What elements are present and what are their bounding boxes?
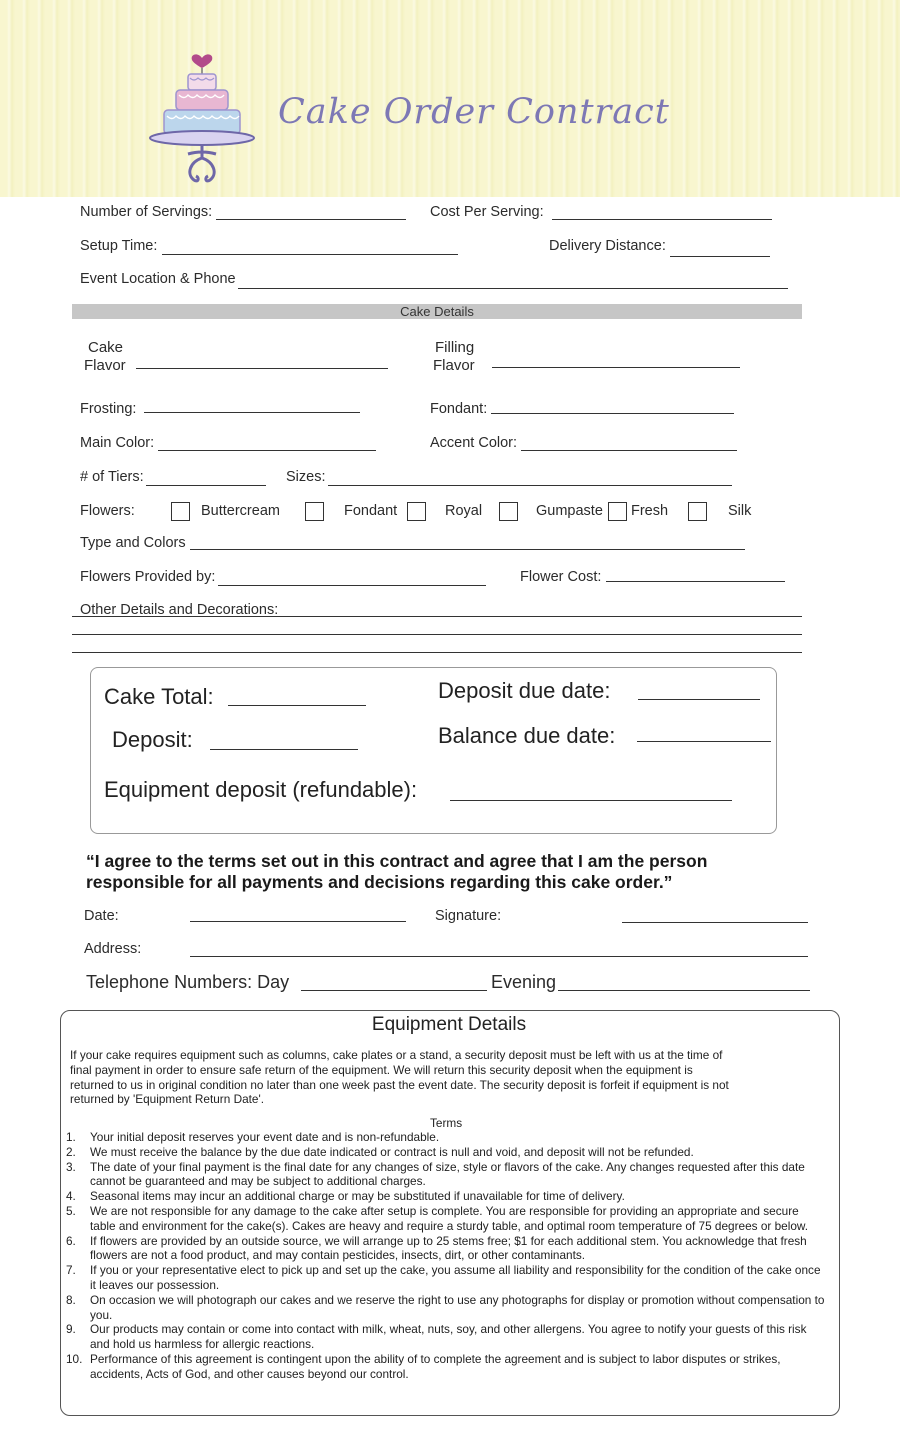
address-field[interactable] [190,956,808,957]
sizes-label: Sizes: [286,469,326,485]
main-color-label: Main Color: [80,435,155,451]
term-number: 7. [66,1263,76,1278]
filling-flavor-field[interactable] [492,367,740,368]
other-details-label: Other Details and Decorations: [80,602,279,618]
event-location-label: Event Location & Phone [80,271,236,287]
servings-label: Number of Servings: [80,204,213,220]
royal-label: Royal [445,503,483,519]
main-color-field[interactable] [158,450,376,451]
accent-color-field[interactable] [521,450,737,451]
fondant-checkbox[interactable] [305,502,324,521]
type-colors-label: Type and Colors [80,535,186,551]
flower-cost-field[interactable] [606,581,785,582]
term-item [66,1160,826,1190]
telephone-day-field[interactable] [301,990,487,991]
fondant-flower-label: Fondant [344,503,398,519]
royal-checkbox[interactable] [407,502,426,521]
telephone-day-label: Telephone Numbers: Day [86,972,290,992]
other-details-line-2[interactable] [72,634,802,635]
term-item [66,1352,826,1382]
deposit-label: Deposit: [112,727,193,752]
fresh-label: Fresh [631,503,669,519]
tiers-label: # of Tiers: [80,469,144,485]
silk-label: Silk [728,503,752,519]
flowers-provided-label: Flowers Provided by: [80,569,216,585]
term-number: 3. [66,1159,76,1174]
buttercream-label: Buttercream [201,503,280,519]
term-item [66,1204,826,1234]
term-item [66,1189,826,1204]
balance-due-field[interactable] [637,741,771,742]
term-item [66,1263,826,1293]
term-number: 9. [66,1322,76,1337]
delivery-distance-field[interactable] [670,256,770,257]
equipment-deposit-field[interactable] [450,800,732,801]
equipment-deposit-label: Equipment deposit (refundable): [104,777,418,802]
event-location-field[interactable] [238,288,788,289]
flowers-provided-field[interactable] [218,585,486,586]
terms-heading: Terms [430,1116,463,1130]
evening-label: Evening [491,972,557,992]
term-text: We are not responsible for any damage to the cake after setup is complete. You are responsible for providing an appropriate and secure table and environment for the cake(s). Cakes are heavy and require a sturdy table, and optimal room temperature of 75 degrees or below. [90,1203,809,1233]
term-number: 5. [66,1203,76,1218]
setup-time-label: Setup Time: [80,238,158,254]
term-number: 2. [66,1144,76,1159]
delivery-distance-label: Delivery Distance: [549,238,666,254]
cost-per-serving-label: Cost Per Serving: [430,204,544,220]
cake-details-heading: Cake Details [400,304,474,319]
term-text: The date of your final payment is the final date for any changes of size, style or flavors of the cake. Any changes requested after this date cannot be guaranteed and may be subject to additional charges. [90,1159,805,1189]
gumpaste-checkbox[interactable] [499,502,518,521]
term-text: We must receive the balance by the due date indicated or contract is null and void, and deposit will not be refunded. [90,1144,694,1159]
term-item [66,1293,826,1323]
signature-field[interactable] [622,922,808,923]
cost-per-serving-field[interactable] [552,219,772,220]
servings-field[interactable] [216,219,406,220]
deposit-due-field[interactable] [638,699,760,700]
tiers-field[interactable] [146,485,266,486]
fondant-label: Fondant: [430,401,488,417]
cake-total-label: Cake Total: [104,684,214,709]
agreement-quote [86,851,707,893]
page-title: Cake Order Contract [278,92,670,132]
term-item [66,1322,826,1352]
equipment-details-title: Equipment Details [371,1014,527,1035]
filling-flavor-label-2: Flavor [433,357,475,374]
agreement-quote-line-1: “I agree to the terms set out in this contract and agree that I am the person [86,851,708,871]
fondant-field[interactable] [491,413,734,414]
term-text: Our products may contain or come into contact with milk, wheat, nuts, soy, and other allergens. You agree to notify your guests of this risk and hold us harmless for allergic reactions. [90,1322,807,1352]
term-item [66,1234,826,1264]
term-text: Seasonal items may incur an additional charge or may be substituted if unavailable for time of delivery. [90,1189,625,1204]
silk-checkbox[interactable] [688,502,707,521]
term-number: 6. [66,1233,76,1248]
agreement-quote-line-2: responsible for all payments and decisions regarding this cake order.” [86,872,673,892]
evening-field[interactable] [558,990,810,991]
address-label: Address: [84,941,142,957]
cake-total-field[interactable] [228,705,366,706]
frosting-label: Frosting: [80,401,137,417]
balance-due-label: Balance due date: [438,723,616,748]
cake-flavor-label-2: Flavor [84,357,126,374]
term-number: 4. [66,1189,76,1204]
term-text: If flowers are provided by an outside source, we will arrange up to 25 stems free; $1 for each additional stem. You acknowledge that fresh flowers are not a food product, and may contain pesticides, insects, dirt, or other contaminants. [90,1233,807,1263]
buttercream-checkbox[interactable] [171,502,190,521]
filling-flavor-label-1: Filling [435,339,475,356]
fresh-checkbox[interactable] [608,502,627,521]
term-text: On occasion we will photograph our cakes and we reserve the right to use any photographs for display or promotion without compensation to you. [90,1292,825,1322]
deposit-due-label: Deposit due date: [438,678,611,703]
equipment-paragraph-line: If your cake requires equipment such as columns, cake plates or a stand, a security deposit must be left with us at the time of [70,1048,723,1062]
cake-flavor-field[interactable] [136,368,388,369]
cake-stand-logo-icon [146,46,258,188]
term-text: If you or your representative elect to pick up and set up the cake, you assume all liability and responsibility for the condition of the cake once it leaves our possession. [90,1263,821,1292]
equipment-paragraph-line: returned by 'Equipment Return Date'. [70,1092,265,1107]
other-details-line-1[interactable] [72,616,802,617]
date-field[interactable] [190,921,406,922]
flowers-label: Flowers: [80,503,135,519]
type-colors-field[interactable] [190,549,745,550]
accent-color-label: Accent Color: [430,435,518,451]
cake-flavor-label-1: Cake [88,339,124,356]
term-item [66,1130,826,1145]
setup-time-field[interactable] [162,254,458,255]
equipment-paragraph-line: returned to us in original condition no later than one week past the event date. The security deposit is forfeit if equipment is not [70,1077,729,1092]
term-text: Your initial deposit reserves your event date and is non-refundable. [90,1130,440,1144]
date-label: Date: [84,908,119,924]
flower-cost-label: Flower Cost: [520,569,602,585]
term-number: 1. [66,1130,76,1144]
term-item [66,1145,826,1160]
term-text: Performance of this agreement is contingent upon the ability of to complete the agreement and is subject to labor disputes or strikes, accidents, Acts of God, and other causes beyond our control. [90,1351,781,1381]
deposit-field[interactable] [210,749,358,750]
term-number: 8. [66,1292,76,1307]
equipment-paragraph-line: final payment in order to ensure safe return of the equipment. We will return this security deposit when the equipment is [70,1062,693,1077]
equipment-paragraph [70,1048,830,1107]
signature-label: Signature: [435,908,502,924]
gumpaste-label: Gumpaste [536,503,603,519]
sizes-field[interactable] [328,485,732,486]
frosting-field[interactable] [144,412,360,413]
other-details-line-3[interactable] [72,652,802,653]
terms-list [66,1130,826,1382]
term-number: 10. [66,1351,83,1366]
